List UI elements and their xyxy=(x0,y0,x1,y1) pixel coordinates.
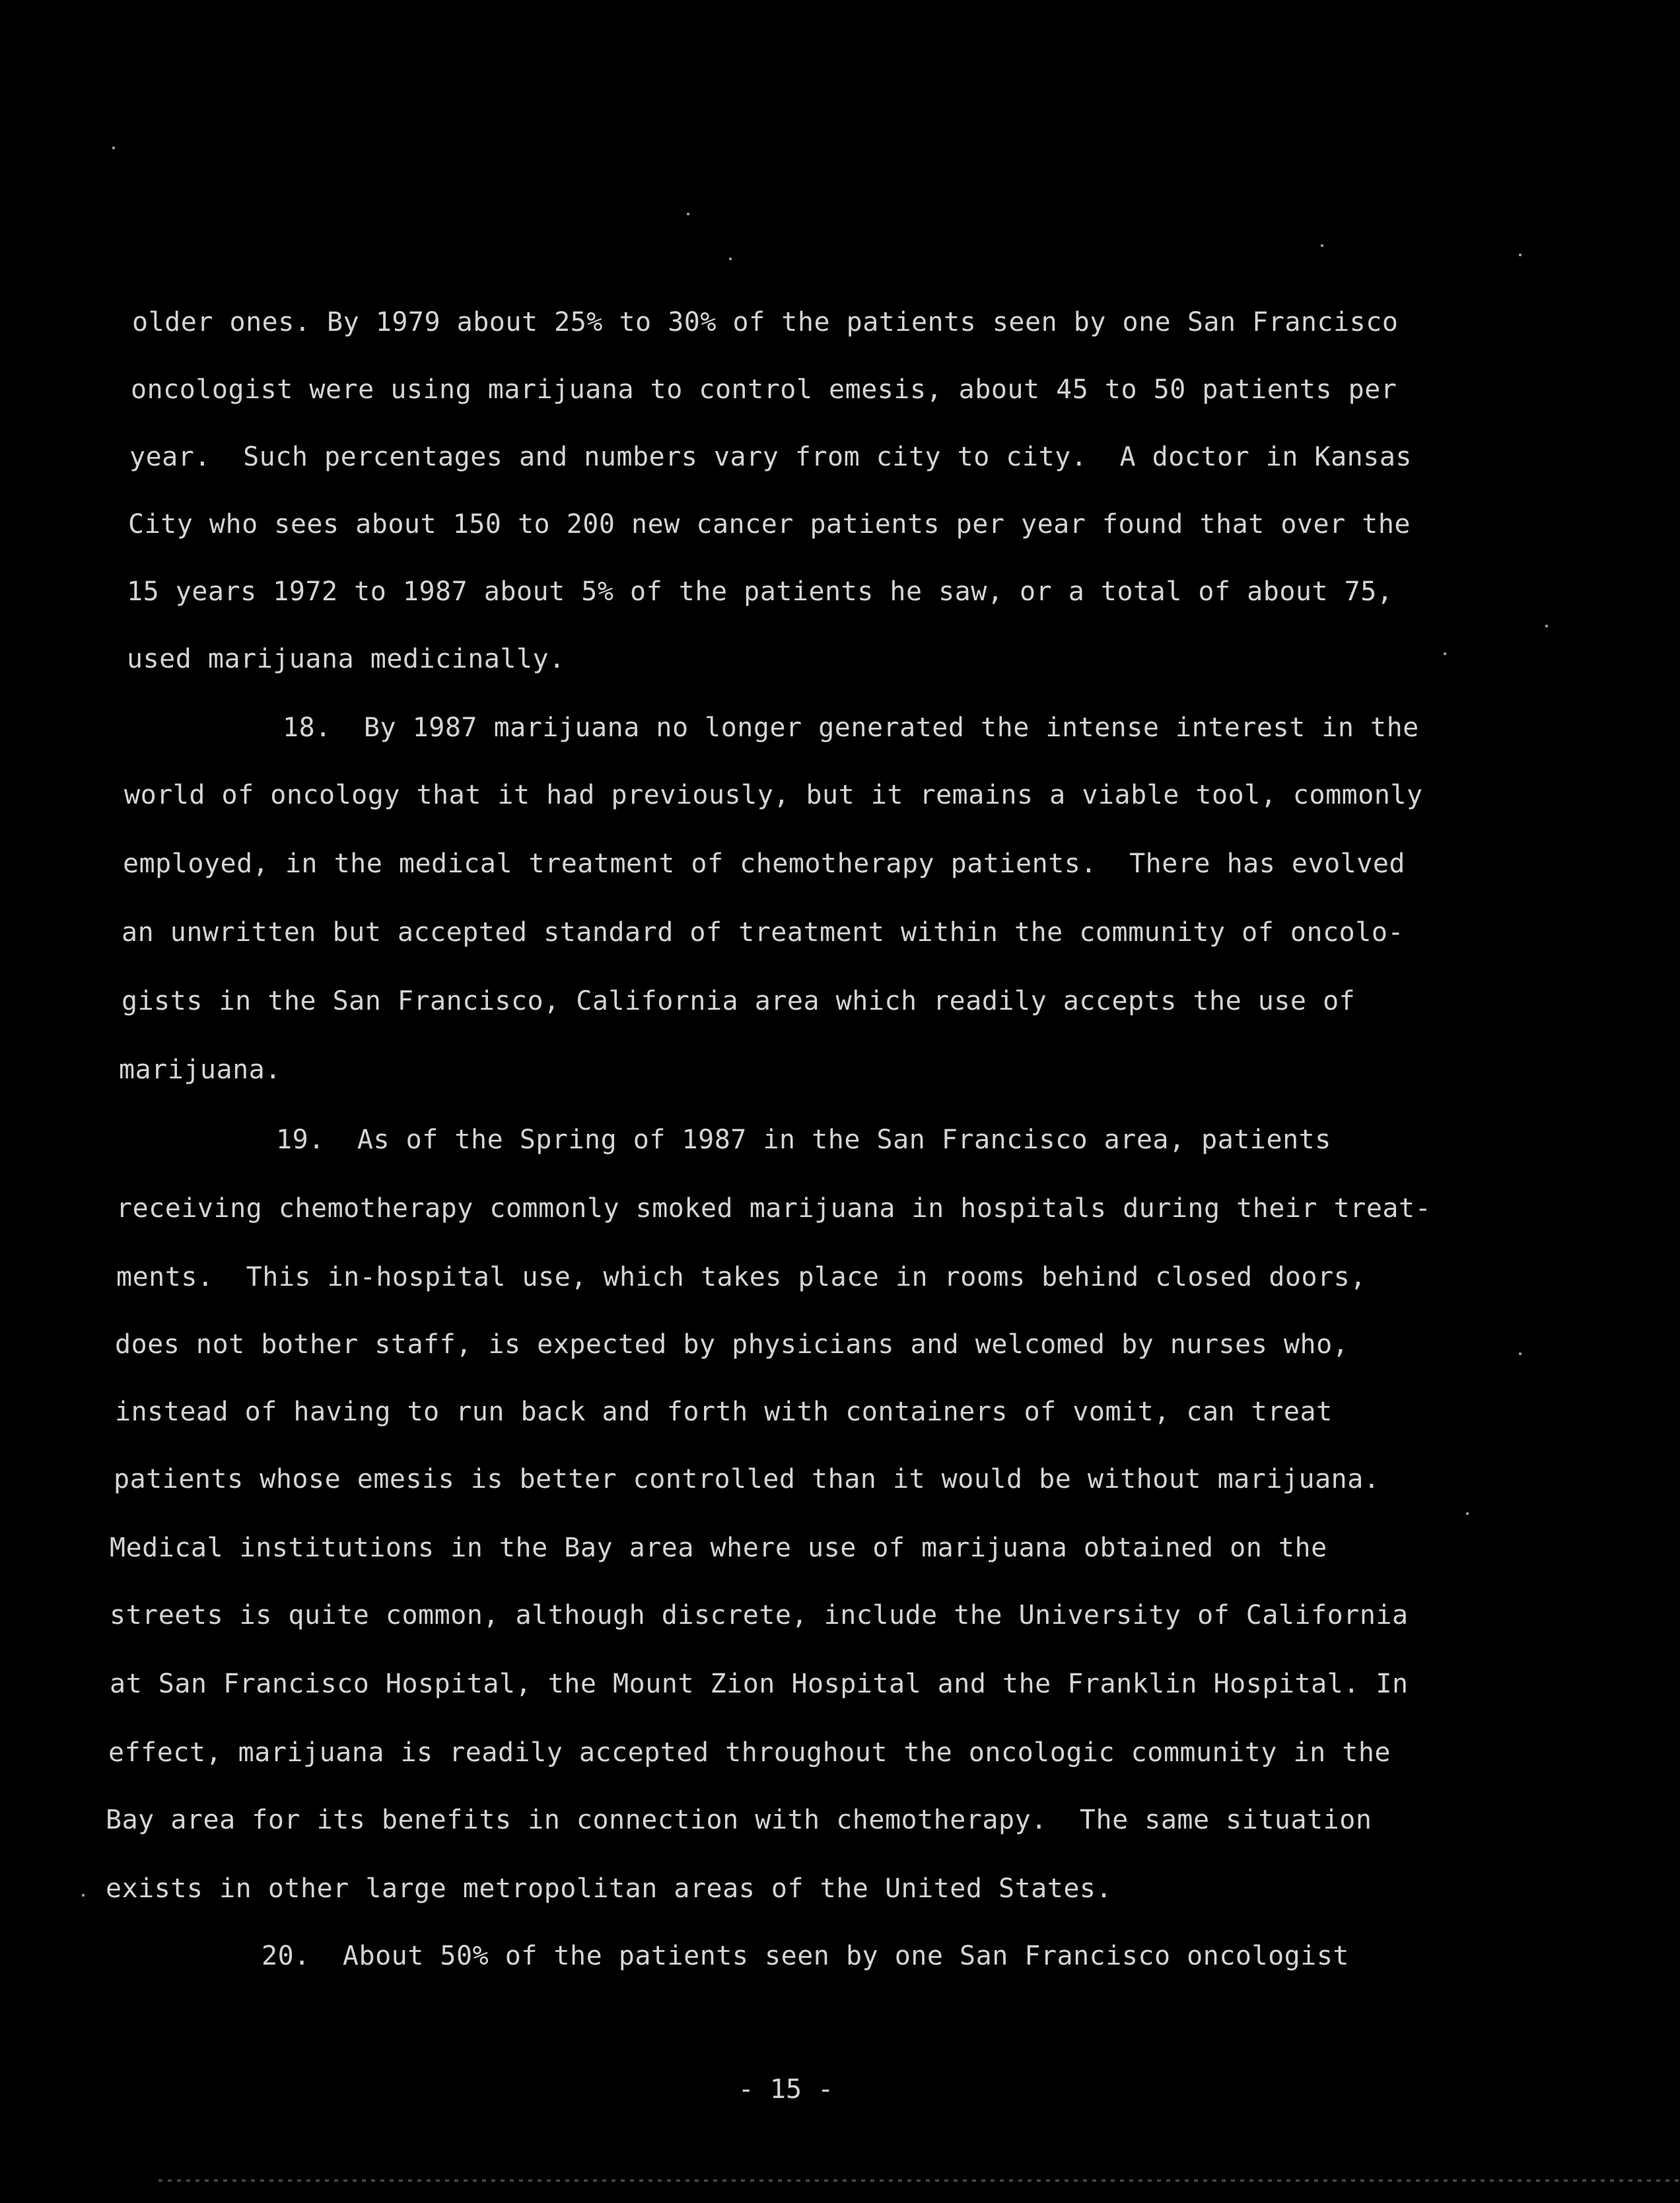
scan-speck xyxy=(1321,244,1323,247)
text-line: year. Such percentages and numbers vary from city to city. A doctor in Kansas xyxy=(129,442,1412,472)
scan-speck xyxy=(687,213,689,215)
text-line: oncologist were using marijuana to control emesis, about 45 to 50 patients per xyxy=(131,374,1397,405)
scan-speck xyxy=(1466,1512,1469,1515)
text-line: at San Francisco Hospital, the Mount Zion Hospital and the Franklin Hospital. In xyxy=(110,1669,1409,1699)
text-line: older ones. By 1979 about 25% to 30% of the patients seen by one San Francisco xyxy=(132,307,1399,337)
paragraph-18-first-line: 18. By 1987 marijuana no longer generated the intense interest in the xyxy=(283,713,1419,743)
text-line: City who sees about 150 to 200 new cancer patients per year found that over the xyxy=(128,509,1411,540)
paragraph-20-first-line: 20. About 50% of the patients seen by one San Francisco oncologist xyxy=(262,1941,1349,1971)
paragraph-19-first-line: 19. As of the Spring of 1987 in the San Francisco area, patients xyxy=(276,1125,1331,1155)
scan-speck xyxy=(112,147,115,149)
text-line: an unwritten but accepted standard of treatment within the community of oncolo- xyxy=(122,917,1404,948)
text-line: instead of having to run back and forth with containers of vomit, can treat xyxy=(115,1397,1333,1427)
scan-bottom-edge xyxy=(158,2179,1680,2182)
text-line: Medical institutions in the Bay area where use of marijuana obtained on the xyxy=(110,1533,1327,1563)
text-line: world of oncology that it had previously, but it remains a viable tool, commonly xyxy=(124,780,1423,810)
scan-speck xyxy=(1444,652,1446,655)
text-line: employed, in the medical treatment of chemotherapy patients. There has evolved xyxy=(123,849,1405,879)
scan-speck xyxy=(1545,625,1548,627)
text-line: marijuana. xyxy=(119,1055,281,1085)
text-line: effect, marijuana is readily accepted throughout the oncologic community in the xyxy=(108,1737,1391,1768)
text-line: Bay area for its benefits in connection with chemotherapy. The same situation xyxy=(106,1805,1372,1835)
text-line: 15 years 1972 to 1987 about 5% of the patients he saw, or a total of about 75, xyxy=(127,577,1393,607)
scan-speck xyxy=(729,258,732,260)
text-line: streets is quite common, although discrete, include the University of California xyxy=(110,1600,1409,1630)
page-number: - 15 - xyxy=(738,2074,834,2105)
text-line: gists in the San Francisco, California area which readily accepts the use of xyxy=(122,986,1356,1016)
text-line: exists in other large metropolitan areas of the United States. xyxy=(106,1873,1113,1904)
scan-speck xyxy=(1519,254,1522,256)
text-line: ments. This in-hospital use, which takes place in rooms behind closed doors, xyxy=(116,1262,1366,1292)
scan-speck xyxy=(1519,1352,1522,1355)
text-line: receiving chemotherapy commonly smoked marijuana in hospitals during their treat- xyxy=(116,1193,1432,1224)
text-line: does not bother staff, is expected by physicians and welcomed by nurses who, xyxy=(115,1329,1349,1360)
text-line: patients whose emesis is better controlled than it would be without marijuana. xyxy=(114,1464,1380,1494)
text-line: used marijuana medicinally. xyxy=(127,644,565,674)
scan-speck xyxy=(82,1894,85,1897)
